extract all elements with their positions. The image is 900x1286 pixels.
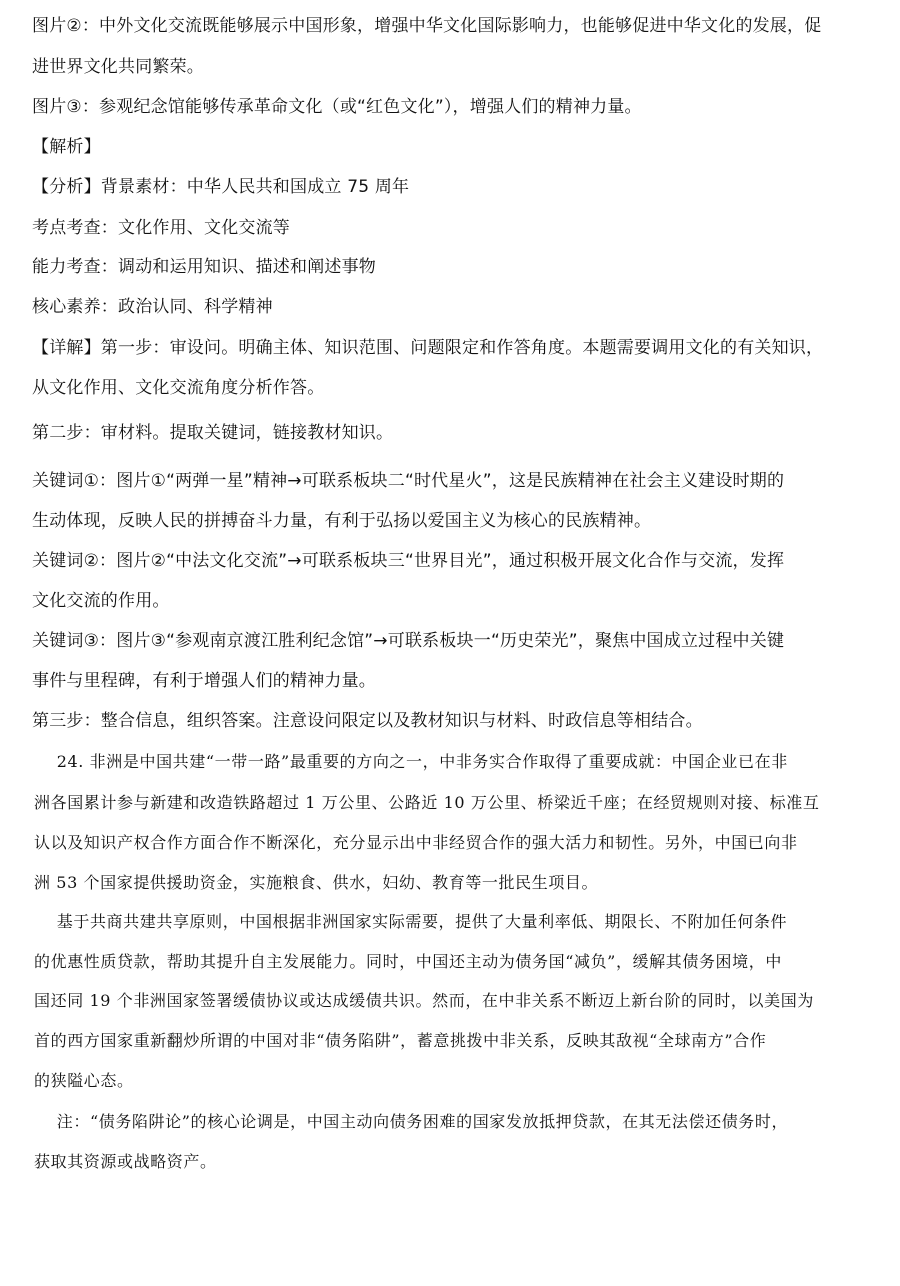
text-line: 生动体现，反映人民的拼搏奋斗力量，有利于弘扬以爱国主义为核心的民族精神。 [32, 511, 652, 531]
question-line: 首的西方国家重新翻炒所谓的中国对非“债务陷阱”，蓄意挑拨中非关系，反映其敌视“全球南方”合作 [34, 1031, 767, 1050]
text-line: 关键词③：图片③“参观南京渡江胜利纪念馆”→可联系板块一“历史荣光”，聚焦中国成立过程中关键 [32, 631, 785, 651]
question-note-line: 注：“债务陷阱论”的核心论调是，中国主动向债务困难的国家发放抵押贷款，在其无法偿还债务时， [34, 1112, 789, 1131]
text-line: 事件与里程碑，有利于增强人们的精神力量。 [32, 671, 376, 691]
question-line: 洲各国累计参与新建和改造铁路超过 1 万公里、公路近 10 万公里、桥梁近千座；在经贸规则对接、标准互 [34, 793, 820, 812]
question-line: 国还同 19 个非洲国家签署缓债协议或达成缓债共识。然而，在中非关系不断迈上新台阶的同时，以美国为 [34, 991, 814, 1010]
text-line: 第三步：整合信息，组织答案。注意设问限定以及教材知识与材料、时政信息等相结合。 [32, 711, 703, 731]
text-line: 文化交流的作用。 [32, 591, 170, 611]
text-line: 关键词②：图片②“中法文化交流”→可联系板块三“世界目光”，通过积极开展文化合作与交流，发挥 [32, 551, 785, 571]
text-line: 进世界文化共同繁荣。 [32, 57, 204, 77]
text-line: 从文化作用、文化交流角度分析作答。 [32, 378, 325, 398]
text-line: 图片③：参观纪念馆能够传承革命文化（或“红色文化”），增强人们的精神力量。 [32, 97, 642, 117]
text-line: 核心素养：政治认同、科学精神 [32, 297, 273, 317]
question-line: 的优惠性质贷款，帮助其提升自主发展能力。同时，中国还主动为债务国“减负”，缓解其债务困境，中 [34, 952, 782, 971]
question-line: 的狭隘心态。 [34, 1071, 134, 1090]
text-line: 能力考查：调动和运用知识、描述和阐述事物 [32, 257, 376, 277]
text-line: 【详解】第一步：审设问。明确主体、知识范围、问题限定和作答角度。本题需要调用文化的有关知识， [32, 338, 824, 358]
text-line: 图片②：中外文化交流既能够展示中国形象，增强中华文化国际影响力，也能够促进中华文化的发展，促 [32, 16, 822, 36]
text-line: 考点考查：文化作用、文化交流等 [32, 218, 290, 238]
text-line: 关键词①：图片①“两弹一星”精神→可联系板块二“时代星火”，这是民族精神在社会主义建设时期的 [32, 471, 785, 491]
question-line: 认以及知识产权合作方面合作不断深化，充分显示出中非经贸合作的强大活力和韧性。另外，中国已向非 [34, 833, 798, 852]
question-line: 基于共商共建共享原则，中国根据非洲国家实际需要，提供了大量利率低、期限长、不附加任何条件 [34, 912, 788, 931]
question-line: 24. 非洲是中国共建“一带一路”最重要的方向之一，中非务实合作取得了重要成就：中国企业已在非 [34, 752, 788, 771]
question-line: 洲 53 个国家提供援助资金，实施粮食、供水，妇幼、教育等一批民生项目。 [34, 873, 599, 892]
question-note-line: 获取其资源或战略资产。 [34, 1152, 217, 1171]
section-label: 【解析】 [32, 137, 101, 157]
text-line: 第二步：审材料。提取关键词，链接教材知识。 [32, 423, 394, 443]
text-line: 【分析】背景素材：中华人民共和国成立 75 周年 [32, 177, 410, 197]
